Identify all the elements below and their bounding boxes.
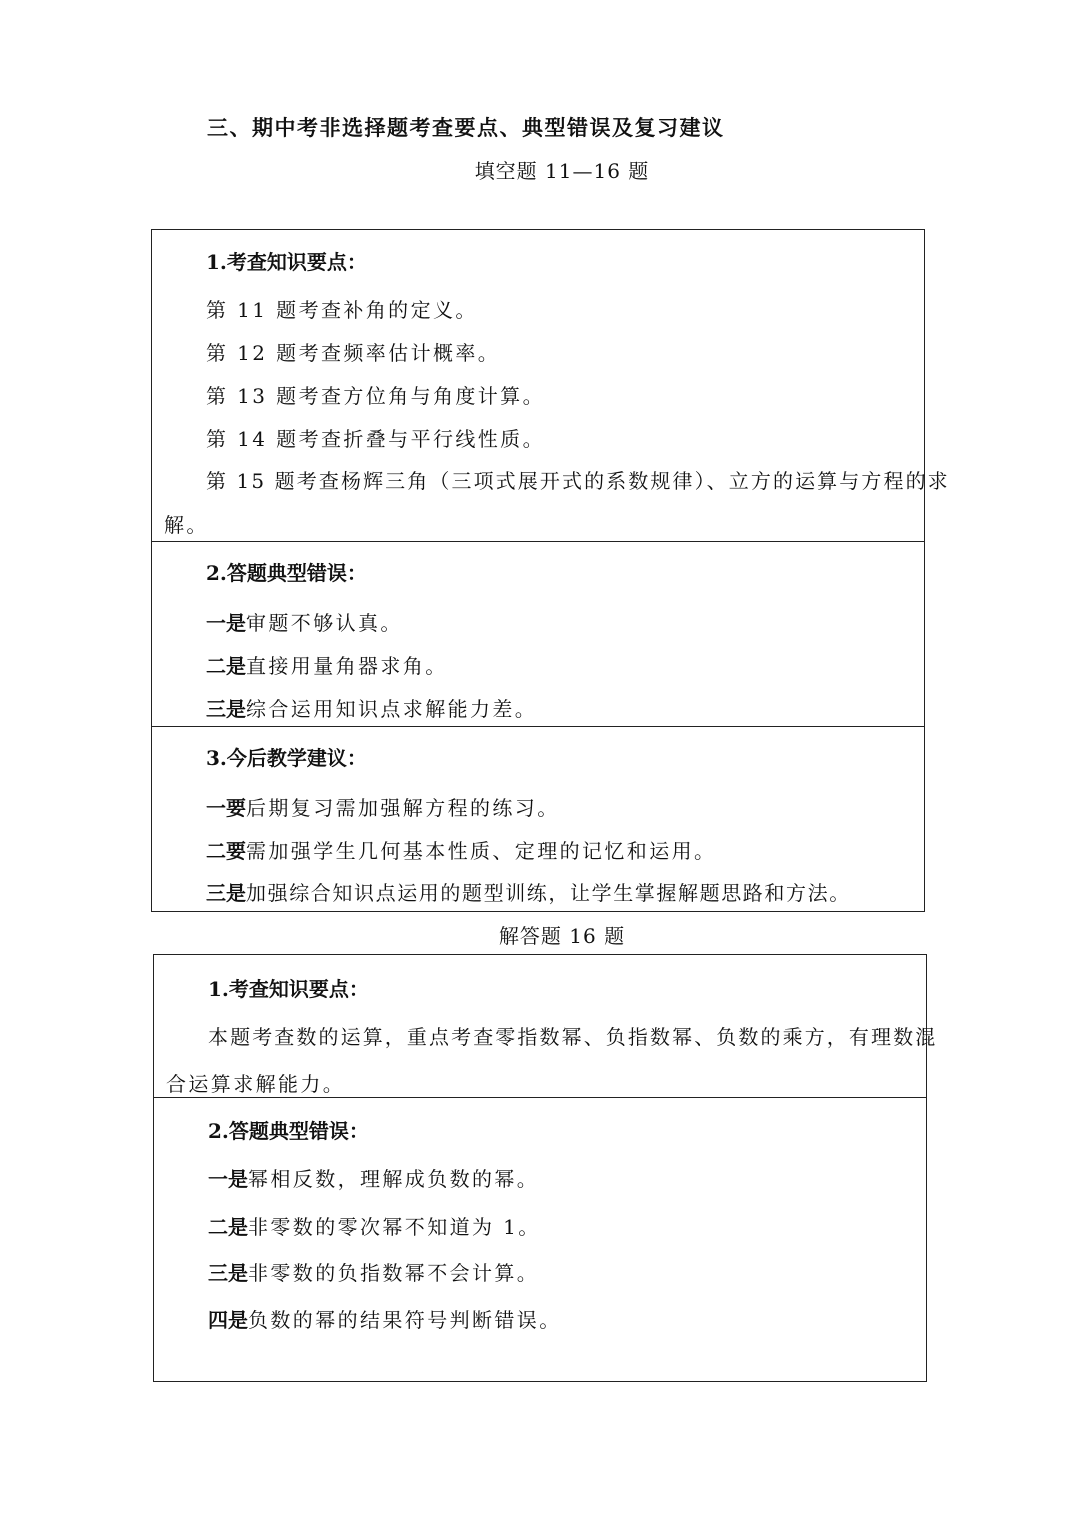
- section-title: 1.考查知识要点：: [206, 250, 367, 274]
- item-text: 加强综合知识点运用的题型训练，让学生掌握解题思路和方法。: [246, 881, 851, 905]
- item-lead: 一是: [206, 611, 246, 635]
- row-divider: [152, 726, 924, 727]
- item-lead: 三是: [206, 697, 246, 721]
- answer-title: 解答题 16 题: [498, 924, 626, 948]
- text-line: 第 14 题考查折叠与平行线性质。: [206, 427, 545, 451]
- item-text: 审题不够认真。: [246, 611, 403, 635]
- list-item: [208, 1163, 916, 1192]
- item-text: 非零数的零次幂不知道为 1。: [248, 1215, 541, 1239]
- item-text: 幂相反数，理解成负数的幂。: [248, 1167, 540, 1191]
- text-line: 合运算求解能力。: [166, 1072, 346, 1096]
- item-lead: 四是: [208, 1308, 248, 1332]
- text-line: 第 12 题考查频率估计概率。: [206, 341, 501, 365]
- item-lead: 二是: [206, 654, 246, 678]
- row-divider: [154, 1097, 926, 1098]
- text-line: 第 11 题考查补角的定义。: [206, 298, 478, 322]
- answer-table: [153, 954, 938, 1382]
- item-text: 后期复习需加强解方程的练习。: [246, 796, 560, 820]
- list-item: [208, 1211, 916, 1240]
- fill-blank-title: 填空题 11—16 题: [474, 159, 650, 183]
- text-line: 第 15 题考查杨辉三角（三项式展开式的系数规律）、立方的运算与方程的求: [206, 469, 950, 493]
- item-text: 需加强学生几何基本性质、定理的记忆和运用。: [246, 839, 717, 863]
- section-title: 3.今后教学建议：: [206, 746, 367, 770]
- list-item: [208, 1257, 916, 1286]
- item-text: 直接用量角器求角。: [246, 654, 448, 678]
- item-lead: 二要: [206, 839, 246, 863]
- item-text: 综合运用知识点求解能力差。: [246, 697, 538, 721]
- row-divider: [152, 541, 924, 542]
- item-text: 负数的幂的结果符号判断错误。: [248, 1308, 562, 1332]
- section-title: 2.答题典型错误：: [208, 1119, 369, 1143]
- item-lead: 二是: [208, 1215, 248, 1239]
- fill-blank-table: [151, 229, 950, 912]
- section-title: 2.答题典型错误：: [206, 561, 367, 585]
- page-heading: 三、期中考非选择题考查要点、典型错误及复习建议: [207, 116, 725, 140]
- list-item: [206, 693, 914, 722]
- item-lead: 一是: [208, 1167, 248, 1191]
- list-item: [206, 650, 914, 679]
- list-item: [206, 835, 914, 864]
- list-item: [206, 877, 914, 906]
- list-item: [206, 607, 914, 636]
- item-lead: 三是: [206, 881, 246, 905]
- item-lead: 一要: [206, 796, 246, 820]
- item-lead: 三是: [208, 1261, 248, 1285]
- text-line: 第 13 题考查方位角与角度计算。: [206, 384, 545, 408]
- section-title: 1.考查知识要点：: [208, 977, 369, 1001]
- list-item: [206, 792, 914, 821]
- item-text: 非零数的负指数幂不会计算。: [248, 1261, 540, 1285]
- text-line: 解。: [164, 513, 209, 537]
- text-line: 本题考查数的运算，重点考查零指数幂、负指数幂、负数的乘方，有理数混: [208, 1025, 938, 1049]
- list-item: [208, 1304, 916, 1333]
